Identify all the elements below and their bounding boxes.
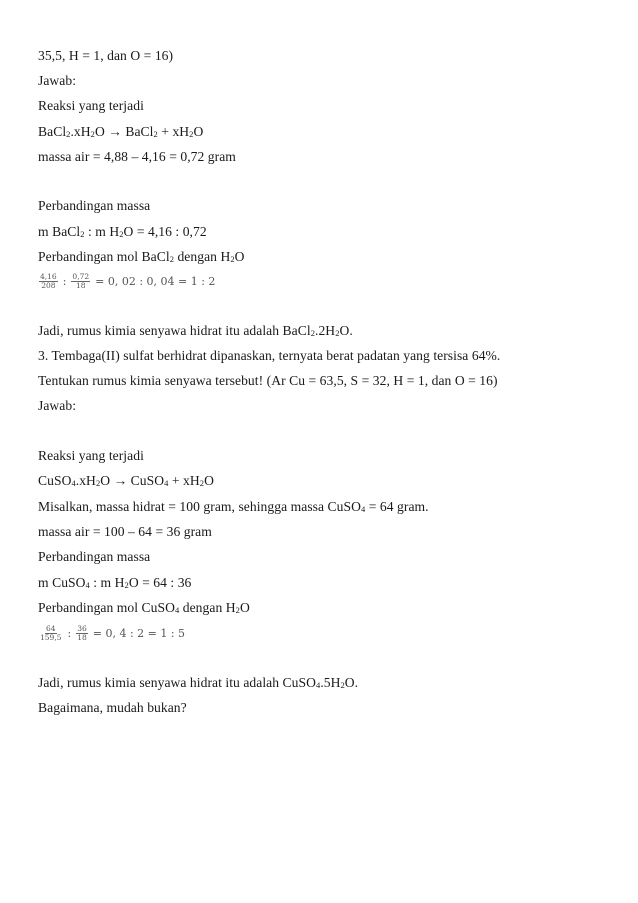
mass-ratio: m BaCl$_2$ : m $H_2O = 4,16$ : 0,72 — [38, 224, 207, 239]
mass-ratio: m CuSO$_4$ : m $H_2O = 64$ : 36 — [38, 575, 192, 590]
text-line: 35,5, H = 1, dan O = 16) — [38, 48, 174, 63]
conclusion: Jadi, rumus kimia senyawa hidrat itu adalah $BaCl_2.2H_2O$. — [38, 323, 353, 338]
text-line: Perbandingan massa — [38, 198, 151, 213]
fraction: $\frac{64}{159,5}$ — [40, 624, 62, 642]
mol-ratio-heading: Perbandingan mol CuSO$_4$ dengan $H_2O$ — [38, 600, 250, 615]
text-line: Reaksi yang terjadi — [38, 448, 144, 463]
text-line: Jawab: — [38, 73, 77, 88]
question: 3. Tembaga(II) sulfat berhidrat dipanaskan, ternyata berat padatan yang tersisa 64%. — [38, 348, 501, 363]
text-line: massa air = 4,88 – 4,16 = 0,72 gram — [38, 149, 236, 164]
text-line: massa air = 100 – 64 = 36 gram — [38, 524, 212, 539]
math-formula: $\frac{64}{159,5}$ : $\frac{36}{18}$ = 0, 4 : 2 = 1 : 5 — [40, 624, 186, 642]
fraction: $\frac{0,72}{18}$ — [72, 272, 90, 290]
conclusion: Jadi, rumus kimia senyawa hidrat itu adalah $CuSO_4.5H_2O$. — [38, 675, 359, 690]
closing-line: Bagaimana, mudah bukan? — [38, 700, 187, 715]
math-formula: $\frac{4,16}{208}$ : $\frac{0,72}{18}$ = 0, 02 : 0, 04 = 1 : 2 — [40, 272, 216, 290]
mol-ratio-heading: Perbandingan mol BaCl$_2$ dengan $H_2O$ — [38, 249, 245, 264]
fraction: $\frac{4,16}{208}$ — [40, 272, 57, 290]
text-line: Misalkan, massa hidrat = 100 gram, sehingga massa CuSO$_4$ = 64 gram. — [38, 499, 429, 514]
question: Tentukan rumus kimia senyawa tersebut! (Ar Cu = 63,5, S = 32, H = 1, dan O = 16) — [38, 373, 498, 388]
text-line: Jawab: — [38, 398, 77, 413]
text-line: Perbandingan massa — [38, 549, 151, 564]
reaction-equation: $BaCl_2.xH_2O$ → BaCl$_2$ + $xH_2O$ — [38, 124, 204, 139]
text-line: Reaksi yang terjadi — [38, 98, 144, 113]
fraction: $\frac{36}{18}$ — [77, 624, 87, 642]
reaction-equation: $CuSO_4.xH_2O$ → CuSO$_4$ + $xH_2O$ — [38, 473, 214, 488]
